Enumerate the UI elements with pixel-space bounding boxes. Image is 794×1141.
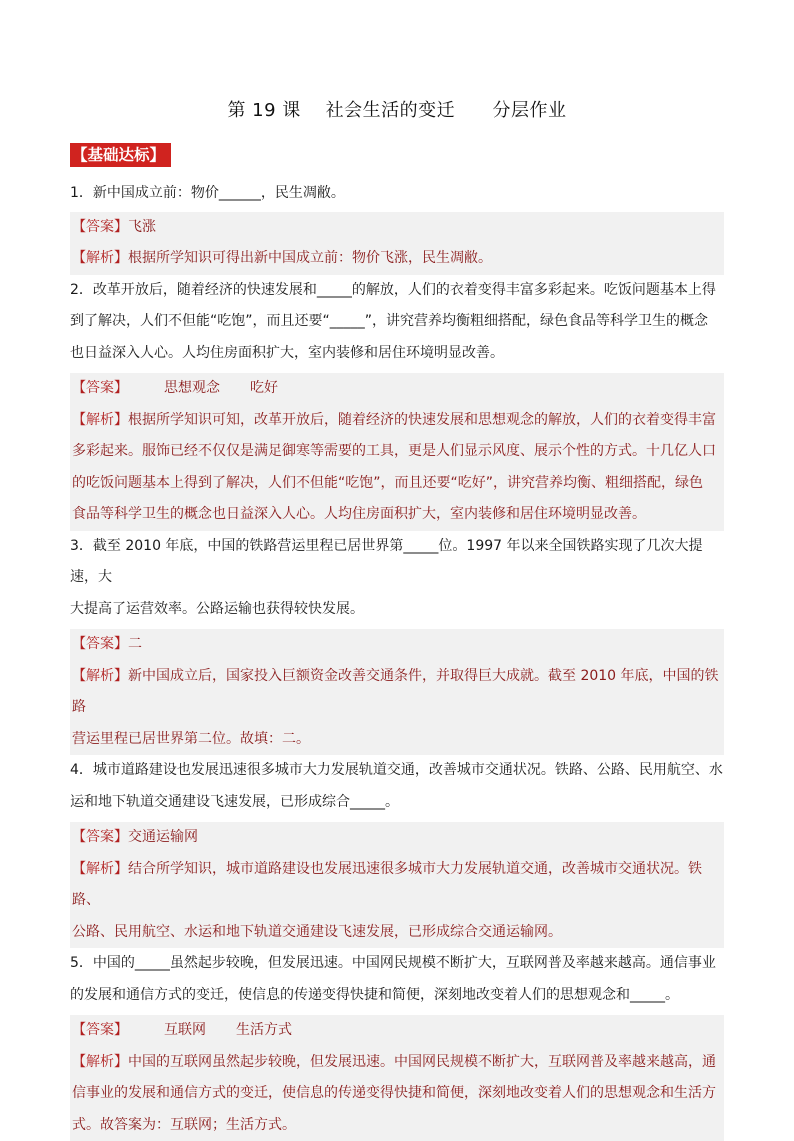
answer-text: 飞涨 xyxy=(128,219,156,235)
answer-tag: 【答案】 xyxy=(72,636,128,652)
answer-box xyxy=(70,822,724,854)
analysis-text: 公路、民用航空、水运和地下轨道交通建设飞速发展，已形成综合交通运输网。 xyxy=(72,924,562,940)
answer-box xyxy=(70,373,724,405)
analysis-tag: 【解析】 xyxy=(72,412,128,428)
page-title: 第 19 课 社会生活的变迁 分层作业 xyxy=(70,96,724,122)
analysis-tag: 【解析】 xyxy=(72,1054,128,1070)
question-text: 1．新中国成立前：物价______，民生凋敝。 xyxy=(70,178,724,210)
analysis-box xyxy=(70,405,724,531)
analysis-text: 营运里程已居世界第二位。故填：二。 xyxy=(72,731,310,747)
question-text: 大提高了运营效率。公路运输也获得较快发展。 xyxy=(70,594,724,626)
question-text: 3．截至 2010 年底，中国的铁路营运里程已居世界第_____位。1997 年以来全国铁路实现了几次大提速，大 xyxy=(70,531,724,594)
analysis-text: 根据所学知识可知，改革开放后，随着经济的快速发展和思想观念的解放，人们的衣着变得丰富 xyxy=(128,412,716,428)
analysis-text: 根据所学知识可得出新中国成立前：物价飞涨，民生凋敝。 xyxy=(128,250,492,266)
analysis-text: 结合所学知识，城市道路建设也发展迅速很多城市大力发展轨道交通，改善城市交通状况。铁路、 xyxy=(72,861,702,909)
analysis-text: 的吃饭问题基本上得到了解决，人们不但能“吃饱”，而且还要“吃好”，讲究营养均衡、粗细搭配，绿色 xyxy=(72,475,703,491)
answer-text: 交通运输网 xyxy=(128,829,198,845)
answer-tag: 【答案】 xyxy=(72,829,128,845)
question-text: 的发展和通信方式的变迁，使信息的传递变得快捷和简便，深刻地改变着人们的思想观念和_____。 xyxy=(70,980,724,1012)
answer-tag: 【答案】 xyxy=(72,219,128,235)
answer-tag: 【答案】 xyxy=(72,380,128,396)
answer-box xyxy=(70,212,724,244)
question-text: 到了解决，人们不但能“吃饱”，而且还要“_____”，讲究营养均衡粗细搭配，绿色食品等科学卫生的概念 xyxy=(70,306,724,338)
question-5 xyxy=(70,948,724,1141)
question-text: 运和地下轨道交通建设飞速发展，已形成综合_____。 xyxy=(70,787,724,819)
question-3 xyxy=(70,531,724,756)
question-4 xyxy=(70,755,724,948)
answer-box xyxy=(70,629,724,661)
answer-text: 思想观念 xyxy=(164,380,220,396)
analysis-box xyxy=(70,1047,724,1141)
analysis-text: 新中国成立后，国家投入巨额资金改善交通条件，并取得巨大成就。截至 2010 年底，中国的铁路 xyxy=(72,668,719,716)
section-badge: 【基础达标】 xyxy=(70,143,171,167)
analysis-text: 式。故答案为：互联网；生活方式。 xyxy=(72,1117,296,1133)
analysis-text: 食品等科学卫生的概念也日益深入人心。人均住房面积扩大，室内装修和居住环境明显改善。 xyxy=(72,506,646,522)
analysis-tag: 【解析】 xyxy=(72,668,128,684)
question-text: 2．改革开放后，随着经济的快速发展和_____的解放，人们的衣着变得丰富多彩起来。吃饭问题基本上得 xyxy=(70,275,724,307)
analysis-tag: 【解析】 xyxy=(72,250,128,266)
question-text: 5．中国的_____虽然起步较晚，但发展迅速。中国网民规模不断扩大，互联网普及率越来越高。通信事业 xyxy=(70,948,724,980)
question-text: 4．城市道路建设也发展迅速很多城市大力发展轨道交通，改善城市交通状况。铁路、公路、民用航空、水 xyxy=(70,755,724,787)
analysis-text: 多彩起来。服饰已经不仅仅是满足御寒等需要的工具，更是人们显示风度、展示个性的方式。十几亿人口 xyxy=(72,443,716,459)
question-2 xyxy=(70,275,724,531)
answer-box xyxy=(70,1015,724,1047)
analysis-text: 中国的互联网虽然起步较晚，但发展迅速。中国网民规模不断扩大，互联网普及率越来越高，通 xyxy=(128,1054,716,1070)
analysis-box xyxy=(70,661,724,756)
answer-text: 互联网 xyxy=(164,1022,206,1038)
analysis-box xyxy=(70,854,724,949)
analysis-tag: 【解析】 xyxy=(72,861,128,877)
answer-text: 二 xyxy=(128,636,142,652)
answer-tag: 【答案】 xyxy=(72,1022,128,1038)
question-list xyxy=(70,178,724,1141)
analysis-text: 信事业的发展和通信方式的变迁，使信息的传递变得快捷和简便，深刻地改变着人们的思想观念和生活方 xyxy=(72,1085,716,1101)
question-text: 也日益深入人心。人均住房面积扩大，室内装修和居住环境明显改善。 xyxy=(70,338,724,370)
answer-text: 吃好 xyxy=(250,380,278,396)
answer-text: 生活方式 xyxy=(236,1022,292,1038)
analysis-box xyxy=(70,243,724,275)
question-1 xyxy=(70,178,724,275)
